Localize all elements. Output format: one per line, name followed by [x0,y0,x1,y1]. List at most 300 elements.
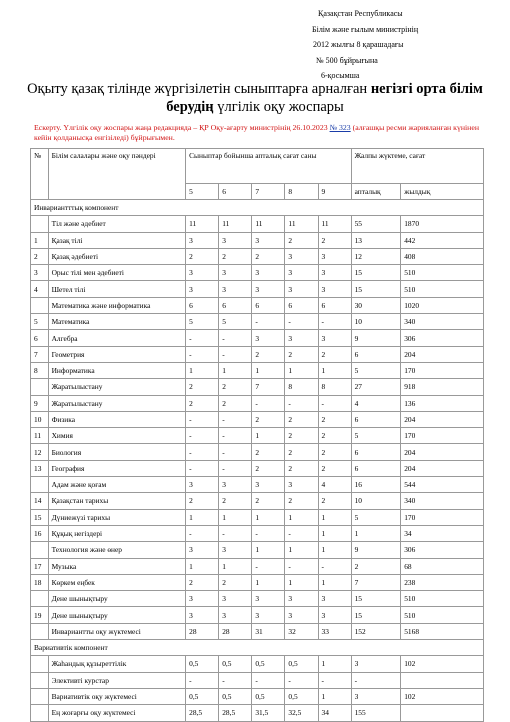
subject-name: Информатика [48,362,186,378]
weekly-total-cell: 12 [351,248,401,264]
grade-hours-cell: 1 [252,509,285,525]
grade-hours-cell: 6 [318,297,351,313]
grade-hours-cell: 28,5 [186,705,219,721]
grade-hours-cell: 3 [318,607,351,623]
row-number [31,379,49,395]
grade-hours-cell: 1 [186,558,219,574]
table-row [31,297,484,313]
grade-hours-cell: 8 [285,379,318,395]
yearly-total-cell: 5168 [401,623,484,639]
table-row [31,477,484,493]
table-row [31,362,484,378]
yearly-total-cell: 1020 [401,297,484,313]
note-text: Ескерту. Үлгілік оқу жоспары жаңа редакцияда – ҚР Оқу-ағарту министрінің 26.10.2023 [34,123,330,132]
table-row [31,705,484,721]
grade-hours-cell: 0,5 [186,688,219,704]
grade-hours-cell: 1 [252,574,285,590]
table-row [31,460,484,476]
table-section-row [31,640,484,656]
grade-hours-cell: 2 [252,444,285,460]
table-row [31,314,484,330]
grade-hours-cell: 2 [186,379,219,395]
grade-hours-cell: 3 [285,265,318,281]
table-row [31,346,484,362]
grade-hours-cell: 1 [252,362,285,378]
grade-hours-cell: 2 [318,460,351,476]
weekly-total-cell: 6 [351,444,401,460]
table-row [31,591,484,607]
header-grade: 8 [285,184,318,200]
yearly-total-cell: 204 [401,411,484,427]
approval-line: Қазақстан Республикасы [318,9,403,18]
grade-hours-cell: - [285,672,318,688]
grade-hours-cell: 2 [285,232,318,248]
grade-hours-cell: 0,5 [285,688,318,704]
approval-line: № 500 бұйрығына [316,55,378,65]
grade-hours-cell: 2 [219,248,252,264]
section-label: Вариативтік компонент [31,640,484,656]
yearly-total-cell: 442 [401,232,484,248]
grade-hours-cell: 2 [186,395,219,411]
approval-stamp [312,6,418,84]
grade-hours-cell: 34 [318,705,351,721]
row-number [31,542,49,558]
table-row [31,444,484,460]
grade-hours-cell: 11 [318,216,351,232]
yearly-total-cell: 170 [401,362,484,378]
grade-hours-cell: 1 [219,558,252,574]
grade-hours-cell: 3 [252,591,285,607]
weekly-total-cell: 15 [351,281,401,297]
grade-hours-cell: 3 [318,265,351,281]
grade-hours-cell: 1 [285,574,318,590]
subject-name: Қазақ тілі [48,232,186,248]
row-number [31,591,49,607]
grade-hours-cell: - [318,395,351,411]
row-number: 7 [31,346,49,362]
grade-hours-cell: 2 [219,395,252,411]
yearly-total-cell: 510 [401,607,484,623]
subject-name: Физика [48,411,186,427]
grade-hours-cell: - [186,428,219,444]
grade-hours-cell: 2 [318,428,351,444]
weekly-total-cell: 55 [351,216,401,232]
yearly-total-cell: 170 [401,428,484,444]
grade-hours-cell: 3 [252,607,285,623]
row-number: 17 [31,558,49,574]
weekly-total-cell: 3 [351,656,401,672]
header-load: Жалпы жүктеме, сағат [351,149,483,184]
grade-hours-cell: 3 [285,607,318,623]
row-number: 3 [31,265,49,281]
grade-hours-cell: 2 [252,248,285,264]
grade-hours-cell: - [219,330,252,346]
yearly-total-cell: 204 [401,460,484,476]
grade-hours-cell: 3 [219,591,252,607]
document-title [20,80,490,116]
weekly-total-cell: 1 [351,525,401,541]
grade-hours-cell: 1 [318,509,351,525]
header-grade: 6 [219,184,252,200]
table-row [31,493,484,509]
subject-name: Геометрия [48,346,186,362]
grade-hours-cell: 3 [252,265,285,281]
weekly-total-cell: 155 [351,705,401,721]
subject-name: Дене шынықтыру [48,607,186,623]
table-row [31,574,484,590]
subject-name: Элективті курстар [48,672,186,688]
grade-hours-cell: 1 [285,542,318,558]
weekly-total-cell: 30 [351,297,401,313]
grade-hours-cell: 3 [252,281,285,297]
weekly-total-cell: - [351,672,401,688]
grade-hours-cell: 3 [285,248,318,264]
row-number: 10 [31,411,49,427]
weekly-total-cell: 10 [351,314,401,330]
row-number: 2 [31,248,49,264]
yearly-total-cell: 204 [401,346,484,362]
grade-hours-cell: 2 [252,411,285,427]
table-row [31,411,484,427]
yearly-total-cell: 340 [401,493,484,509]
grade-hours-cell: - [186,330,219,346]
grade-hours-cell: 3 [186,232,219,248]
row-number: 9 [31,395,49,411]
subject-name: Дүниежүзі тарихы [48,509,186,525]
yearly-total-cell: 340 [401,314,484,330]
row-number: 8 [31,362,49,378]
grade-hours-cell: 3 [318,330,351,346]
row-number [31,216,49,232]
grade-hours-cell: 3 [285,591,318,607]
grade-hours-cell: 1 [318,656,351,672]
weekly-total-cell: 15 [351,591,401,607]
grade-hours-cell: 2 [219,574,252,590]
subject-name: Тіл және әдебиет [48,216,186,232]
weekly-total-cell: 2 [351,558,401,574]
yearly-total-cell [401,672,484,688]
grade-hours-cell: 11 [186,216,219,232]
subject-name: Химия [48,428,186,444]
editorial-note [34,123,484,143]
row-number [31,705,49,721]
weekly-total-cell: 5 [351,362,401,378]
grade-hours-cell: 6 [186,297,219,313]
grade-hours-cell: - [285,395,318,411]
grade-hours-cell: 2 [285,460,318,476]
grade-hours-cell: - [219,672,252,688]
weekly-total-cell: 13 [351,232,401,248]
table-row [31,428,484,444]
grade-hours-cell: - [186,411,219,427]
subject-name: Алгебра [48,330,186,346]
subject-name: Жаратылыстану [48,379,186,395]
table-row [31,330,484,346]
grade-hours-cell: 3 [219,542,252,558]
grade-hours-cell: - [219,346,252,362]
grade-hours-cell: - [318,672,351,688]
weekly-total-cell: 5 [351,509,401,525]
grade-hours-cell: 3 [318,248,351,264]
yearly-total-cell: 102 [401,656,484,672]
table-row [31,248,484,264]
grade-hours-cell: 0,5 [252,688,285,704]
row-number: 11 [31,428,49,444]
yearly-total-cell: 238 [401,574,484,590]
grade-hours-cell: 0,5 [219,656,252,672]
table-section-row [31,200,484,216]
weekly-total-cell: 7 [351,574,401,590]
row-number: 4 [31,281,49,297]
grade-hours-cell: 2 [285,444,318,460]
grade-hours-cell: - [318,558,351,574]
grade-hours-cell: - [219,411,252,427]
grade-hours-cell: 1 [252,428,285,444]
row-number: 6 [31,330,49,346]
grade-hours-cell: 11 [219,216,252,232]
grade-hours-cell: 1 [186,509,219,525]
table-row [31,672,484,688]
grade-hours-cell: - [285,525,318,541]
grade-hours-cell: 2 [318,346,351,362]
grade-hours-cell: 3 [219,232,252,248]
grade-hours-cell: 2 [186,493,219,509]
grade-hours-cell: 3 [219,477,252,493]
grade-hours-cell: 1 [219,362,252,378]
weekly-total-cell: 3 [351,688,401,704]
grade-hours-cell: 11 [285,216,318,232]
grade-hours-cell: - [219,428,252,444]
table-row [31,688,484,704]
header-weekly-total: апталық [351,184,401,200]
subject-name: Шетел тілі [48,281,186,297]
grade-hours-cell: 28,5 [219,705,252,721]
row-number: 1 [31,232,49,248]
grade-hours-cell: 2 [285,411,318,427]
yearly-total-cell: 34 [401,525,484,541]
row-number [31,477,49,493]
header-subject: Білім салалары және оқу пәндері [48,149,186,200]
row-number [31,688,49,704]
subject-name: Дене шынықтыру [48,591,186,607]
grade-hours-cell: - [186,460,219,476]
weekly-total-cell: 9 [351,542,401,558]
weekly-total-cell: 5 [351,428,401,444]
header-grade: 9 [318,184,351,200]
grade-hours-cell: 1 [318,574,351,590]
approval-line: 6-қосымша [321,71,360,80]
grade-hours-cell: 32,5 [285,705,318,721]
grade-hours-cell: 2 [186,574,219,590]
yearly-total-cell: 510 [401,281,484,297]
grade-hours-cell: 6 [285,297,318,313]
grade-hours-cell: - [252,395,285,411]
grade-hours-cell: 3 [186,477,219,493]
subject-name: Ең жоғарғы оқу жүктемесі [48,705,186,721]
grade-hours-cell: - [186,672,219,688]
grade-hours-cell: 3 [186,265,219,281]
weekly-total-cell: 152 [351,623,401,639]
grade-hours-cell: 2 [318,493,351,509]
weekly-total-cell: 9 [351,330,401,346]
grade-hours-cell: 3 [186,281,219,297]
row-number: 16 [31,525,49,541]
weekly-total-cell: 27 [351,379,401,395]
subject-name: Жаратылыстану [48,395,186,411]
table-row [31,281,484,297]
section-label: Инвариантттық компонент [31,200,484,216]
grade-hours-cell: 33 [318,623,351,639]
grade-hours-cell: 2 [219,379,252,395]
grade-hours-cell: 3 [285,281,318,297]
table-row [31,558,484,574]
grade-hours-cell: 2 [252,346,285,362]
grade-hours-cell: 28 [219,623,252,639]
subject-name: Математика және информатика [48,297,186,313]
yearly-total-cell: 204 [401,444,484,460]
table-row [31,232,484,248]
yearly-total-cell: 510 [401,591,484,607]
grade-hours-cell: - [318,314,351,330]
subject-name: Көркем еңбек [48,574,186,590]
grade-hours-cell: 3 [186,607,219,623]
grade-hours-cell: 1 [186,362,219,378]
subject-name: Музыка [48,558,186,574]
header-grade: 7 [252,184,285,200]
table-row [31,216,484,232]
yearly-total-cell: 136 [401,395,484,411]
weekly-total-cell: 15 [351,607,401,623]
table-header-row [31,149,484,184]
grade-hours-cell: 7 [252,379,285,395]
grade-hours-cell: 3 [318,591,351,607]
grade-hours-cell: 2 [285,493,318,509]
grade-hours-cell: 2 [285,346,318,362]
grade-hours-cell: 1 [219,509,252,525]
header-yearly-total: жылдық [401,184,484,200]
grade-hours-cell: - [219,525,252,541]
yearly-total-cell [401,705,484,721]
table-row [31,623,484,639]
grade-hours-cell: 1 [285,362,318,378]
grade-hours-cell: - [219,460,252,476]
grade-hours-cell: 31 [252,623,285,639]
grade-hours-cell: - [186,346,219,362]
yearly-total-cell: 1870 [401,216,484,232]
grade-hours-cell: - [186,444,219,460]
table-row [31,542,484,558]
grade-hours-cell: 3 [219,607,252,623]
weekly-total-cell: 6 [351,411,401,427]
yearly-total-cell: 408 [401,248,484,264]
table-row [31,656,484,672]
grade-hours-cell: - [252,314,285,330]
row-number: 18 [31,574,49,590]
title-text-end: үлгілік оқу жоспары [213,99,344,115]
yearly-total-cell: 510 [401,265,484,281]
grade-hours-cell: 2 [219,493,252,509]
grade-hours-cell: 1 [318,542,351,558]
row-number: 14 [31,493,49,509]
weekly-total-cell: 6 [351,346,401,362]
grade-hours-cell: 3 [252,232,285,248]
note-text-end: (алғашқы ресми жарияланған күнінен кейін қолданысқа енгізіледі) бұйрығымен. [34,123,479,142]
order-link[interactable]: № 323 [329,123,351,132]
title-bold-text: негізгі орта білім берудің [166,81,483,115]
table-row [31,525,484,541]
grade-hours-cell: 0,5 [252,656,285,672]
yearly-total-cell: 306 [401,330,484,346]
grade-hours-cell: - [252,672,285,688]
grade-hours-cell: - [285,558,318,574]
yearly-total-cell: 544 [401,477,484,493]
yearly-total-cell: 102 [401,688,484,704]
grade-hours-cell: 3 [252,477,285,493]
grade-hours-cell: 3 [285,330,318,346]
subject-name: Қазақ әдебиеті [48,248,186,264]
grade-hours-cell: 1 [318,688,351,704]
row-number: 5 [31,314,49,330]
title-text: Оқыту қазақ тілінде жүргізілетін сыныптарға арналған [27,81,371,97]
approval-line: 2012 жылғы 8 қарашадағы [313,40,404,49]
yearly-total-cell: 918 [401,379,484,395]
table-row [31,509,484,525]
subject-name: Орыс тілі мен әдебиеті [48,265,186,281]
weekly-total-cell: 10 [351,493,401,509]
row-number: 19 [31,607,49,623]
subject-name: Адам және қоғам [48,477,186,493]
grade-hours-cell: 1 [318,525,351,541]
grade-hours-cell: 3 [285,477,318,493]
weekly-total-cell: 4 [351,395,401,411]
table-row [31,395,484,411]
subject-name: Инвариантты оқу жүктемесі [48,623,186,639]
grade-hours-cell: - [285,314,318,330]
header-weekly: Сыныптар бойынша апталық сағат саны [186,149,351,184]
grade-hours-cell: 0,5 [219,688,252,704]
grade-hours-cell: 2 [318,411,351,427]
grade-hours-cell: 2 [285,428,318,444]
row-number [31,656,49,672]
row-number: 13 [31,460,49,476]
table-row [31,607,484,623]
grade-hours-cell: 2 [318,232,351,248]
subject-name: Қазақстан тарихы [48,493,186,509]
grade-hours-cell: 3 [219,265,252,281]
grade-hours-cell: 0,5 [186,656,219,672]
grade-hours-cell: 3 [318,281,351,297]
grade-hours-cell: 0,5 [285,656,318,672]
grade-hours-cell: - [252,525,285,541]
table-row [31,379,484,395]
grade-hours-cell: - [186,525,219,541]
weekly-total-cell: 16 [351,477,401,493]
header-num: № [31,149,49,200]
row-number [31,297,49,313]
subject-name: Құқық негіздері [48,525,186,541]
subject-name: Биология [48,444,186,460]
grade-hours-cell: 31,5 [252,705,285,721]
table-row [31,265,484,281]
grade-hours-cell: 1 [252,542,285,558]
row-number [31,672,49,688]
subject-name: Вариативтік оқу жүктемесі [48,688,186,704]
subject-name: Жаһандық құзыреттілік [48,656,186,672]
grade-hours-cell: 32 [285,623,318,639]
grade-hours-cell: 5 [186,314,219,330]
header-grade: 5 [186,184,219,200]
grade-hours-cell: 3 [186,542,219,558]
